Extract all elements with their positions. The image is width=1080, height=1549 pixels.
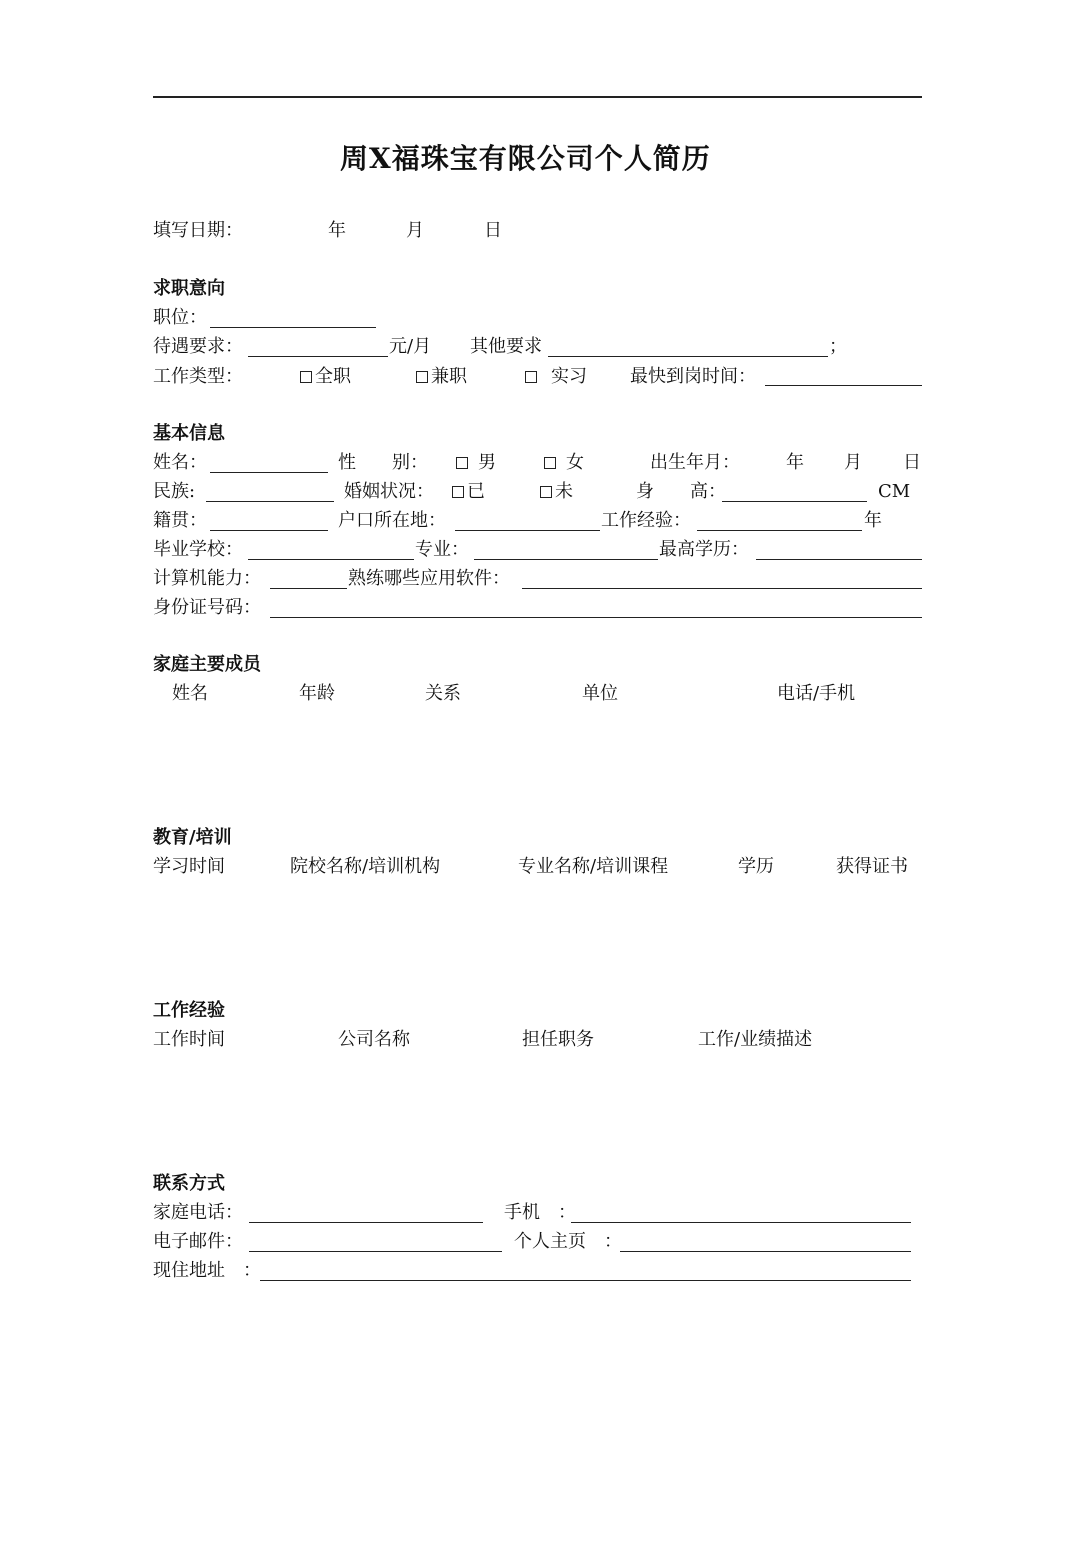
other-requirements-field[interactable] (548, 356, 828, 357)
gender-male[interactable] (456, 454, 496, 472)
salary-field[interactable] (248, 356, 388, 357)
start-date-field[interactable] (765, 385, 922, 386)
birth-label: 出生年月： (650, 452, 740, 473)
salary-unit: 元/月 (389, 336, 432, 357)
email-field[interactable] (249, 1251, 502, 1252)
id-number-field[interactable] (270, 617, 922, 618)
checkbox-icon[interactable] (300, 371, 312, 383)
degree-field[interactable] (756, 559, 922, 560)
other-requirements-label: 其他要求 (470, 336, 542, 357)
family-heading: 家庭主要成员 (153, 654, 261, 675)
height-label: 身 高： (636, 481, 726, 502)
birth-day: 日 (903, 452, 921, 473)
hukou-field[interactable] (455, 530, 600, 531)
start-date-label: 最快到岗时间： (630, 366, 756, 387)
date-day: 日 (484, 220, 502, 241)
home-phone-field[interactable] (249, 1222, 483, 1223)
homepage-field[interactable] (620, 1251, 911, 1252)
gender-female-label: 女 (566, 452, 584, 473)
family-col-name: 姓名 (172, 683, 208, 704)
work-type-intern[interactable] (525, 368, 587, 386)
education-col-certificate: 获得证书 (836, 856, 908, 877)
marital-label: 婚姻状况： (344, 481, 434, 502)
other-requirements-end: ； (829, 336, 847, 357)
basic-info-heading: 基本信息 (153, 423, 225, 444)
software-label: 熟练哪些应用软件： (348, 568, 510, 589)
contact-heading: 联系方式 (153, 1173, 225, 1194)
height-field[interactable] (722, 501, 867, 502)
checkbox-icon[interactable] (456, 457, 468, 469)
date-month: 月 (406, 220, 424, 241)
birth-month: 月 (844, 452, 862, 473)
date-year: 年 (328, 220, 346, 241)
checkbox-icon[interactable] (452, 486, 464, 498)
experience-unit: 年 (864, 510, 882, 531)
gender-female[interactable] (544, 454, 584, 472)
salary-label: 待遇要求： (153, 336, 243, 357)
page-title: 周X福珠宝有限公司个人简历 (340, 142, 711, 175)
school-label: 毕业学校： (153, 539, 243, 560)
id-number-label: 身份证号码： (153, 597, 261, 618)
mobile-label: 手机 ： (504, 1202, 576, 1223)
email-label: 电子邮件： (153, 1231, 243, 1252)
major-label: 专业： (415, 539, 469, 560)
hukou-label: 户口所在地： (338, 510, 446, 531)
work-type-intern-label: 实习 (551, 366, 587, 387)
family-col-employer: 单位 (582, 683, 618, 704)
computer-skill-label: 计算机能力： (153, 568, 261, 589)
family-col-age: 年龄 (299, 683, 335, 704)
native-place-label: 籍贯： (153, 510, 207, 531)
experience-field[interactable] (697, 530, 862, 531)
degree-label: 最高学历： (659, 539, 749, 560)
header-rule (153, 96, 922, 98)
gender-male-label: 男 (478, 452, 496, 473)
checkbox-icon[interactable] (544, 457, 556, 469)
position-field[interactable] (210, 327, 376, 328)
marital-unmarried[interactable] (540, 483, 573, 501)
name-label: 姓名： (153, 452, 207, 473)
address-label: 现住地址 ： (153, 1260, 261, 1281)
marital-unmarried-label: 未 (555, 481, 573, 502)
ethnicity-field[interactable] (206, 501, 334, 502)
work-type-fulltime[interactable] (300, 368, 351, 386)
address-field[interactable] (260, 1280, 911, 1281)
work-type-label: 工作类型： (153, 366, 243, 387)
name-field[interactable] (210, 472, 328, 473)
native-place-field[interactable] (210, 530, 328, 531)
education-col-school: 院校名称/培训机构 (290, 856, 441, 877)
checkbox-icon[interactable] (525, 371, 537, 383)
marital-married-label: 已 (467, 481, 485, 502)
checkbox-icon[interactable] (540, 486, 552, 498)
position-label: 职位： (153, 307, 207, 328)
job-intent-heading: 求职意向 (153, 278, 225, 299)
homepage-label: 个人主页 ： (514, 1231, 622, 1252)
work-col-company: 公司名称 (338, 1029, 410, 1050)
education-col-degree: 学历 (738, 856, 774, 877)
major-field[interactable] (474, 559, 658, 560)
work-heading: 工作经验 (153, 1000, 225, 1021)
height-unit: CM (878, 481, 911, 502)
work-type-parttime-label: 兼职 (431, 366, 467, 387)
ethnicity-label: 民族: (153, 481, 196, 502)
home-phone-label: 家庭电话： (153, 1202, 243, 1223)
education-heading: 教育/培训 (153, 827, 232, 848)
family-col-relation: 关系 (425, 683, 461, 704)
marital-married[interactable] (452, 483, 485, 501)
checkbox-icon[interactable] (416, 371, 428, 383)
computer-skill-field[interactable] (270, 588, 347, 589)
date-label: 填写日期： (153, 220, 243, 241)
experience-label: 工作经验： (601, 510, 691, 531)
gender-label: 性 别： (338, 452, 428, 473)
work-col-period: 工作时间 (153, 1029, 225, 1050)
mobile-field[interactable] (571, 1222, 911, 1223)
education-col-major: 专业名称/培训课程 (518, 856, 669, 877)
school-field[interactable] (248, 559, 414, 560)
work-col-description: 工作/业绩描述 (698, 1029, 813, 1050)
birth-year: 年 (786, 452, 804, 473)
work-type-fulltime-label: 全职 (315, 366, 351, 387)
education-col-period: 学习时间 (153, 856, 225, 877)
software-field[interactable] (522, 588, 922, 589)
work-col-position: 担任职务 (522, 1029, 594, 1050)
family-col-phone: 电话/手机 (777, 683, 856, 704)
work-type-parttime[interactable] (416, 368, 467, 386)
